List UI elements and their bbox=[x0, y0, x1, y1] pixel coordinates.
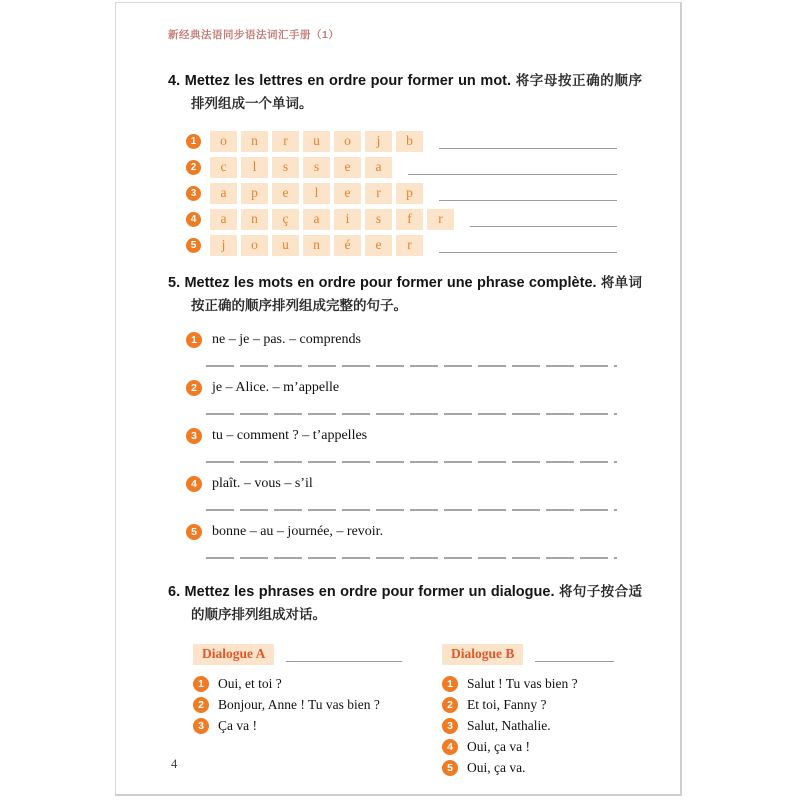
letter-tile: l bbox=[241, 157, 268, 178]
section-5-heading bbox=[168, 272, 642, 319]
letter-tile: j bbox=[365, 131, 392, 152]
letter-tile: r bbox=[365, 183, 392, 204]
letter-tile: f bbox=[396, 209, 423, 230]
dashed-answer-line bbox=[206, 509, 617, 511]
word-order-item bbox=[186, 380, 642, 396]
book-page bbox=[115, 2, 682, 796]
letter-scramble-row bbox=[186, 157, 642, 178]
letter-tile: s bbox=[272, 157, 299, 178]
letter-tile: r bbox=[427, 209, 454, 230]
letter-tile: n bbox=[303, 235, 330, 256]
section-5-title-chinese: 将单词按正确的顺序排列组成完整的句子。 bbox=[191, 274, 642, 314]
item-number-badge: 1 bbox=[186, 332, 202, 348]
item-number-badge: 3 bbox=[186, 428, 202, 444]
letter-tile: u bbox=[303, 131, 330, 152]
page-number: 4 bbox=[171, 757, 178, 771]
dialogue-header bbox=[442, 644, 642, 665]
letter-tile: e bbox=[272, 183, 299, 204]
word-order-item bbox=[186, 332, 642, 348]
dialogue-sentence: Oui, et toi ? bbox=[218, 675, 282, 691]
dialogue-column-a bbox=[193, 644, 430, 781]
dashed-answer-line bbox=[206, 365, 617, 367]
letter-tile: o bbox=[210, 131, 237, 152]
letter-tile: l bbox=[303, 183, 330, 204]
item-number-badge: 5 bbox=[186, 524, 202, 540]
dashed-answer-line bbox=[206, 413, 617, 415]
letter-scramble-row bbox=[186, 183, 642, 204]
dialogue-answer-line bbox=[286, 661, 402, 662]
letter-tile: o bbox=[334, 131, 361, 152]
letter-scramble-list bbox=[186, 131, 642, 256]
section-6-heading bbox=[168, 581, 642, 628]
item-number-badge: 3 bbox=[442, 718, 458, 734]
letter-tile: e bbox=[365, 235, 392, 256]
letter-tile: u bbox=[272, 235, 299, 256]
dialogue-sentence-row bbox=[193, 718, 430, 734]
dialogue-sentence-row bbox=[193, 697, 430, 713]
dialogue-sentence-row bbox=[442, 718, 642, 734]
letter-scramble-row bbox=[186, 209, 642, 230]
letter-tile: b bbox=[396, 131, 423, 152]
running-header: 新经典法语同步语法词汇手册（1） bbox=[168, 29, 340, 41]
letter-tile: a bbox=[303, 209, 330, 230]
word-order-prompt: bonne – au – journée, – revoir. bbox=[212, 523, 384, 539]
dialogue-sentence-row bbox=[442, 676, 642, 692]
dialogue-sentence: Salut ! Tu vas bien ? bbox=[467, 675, 578, 691]
word-order-prompt: plaît. – vous – s’il bbox=[212, 475, 313, 491]
item-number-badge: 5 bbox=[442, 760, 458, 776]
letter-scramble-row bbox=[186, 131, 642, 152]
letter-tile: i bbox=[334, 209, 361, 230]
word-order-item bbox=[186, 476, 642, 492]
letter-tile: r bbox=[396, 235, 423, 256]
dialogues-columns bbox=[193, 644, 642, 781]
letter-tile: j bbox=[210, 235, 237, 256]
word-order-prompt: ne – je – pas. – comprends bbox=[212, 331, 361, 347]
letter-tile: a bbox=[210, 183, 237, 204]
section-letters-exercise bbox=[168, 70, 642, 256]
dashed-answer-line bbox=[206, 461, 617, 463]
item-number-badge: 5 bbox=[186, 238, 201, 253]
dialogue-sentence-row bbox=[442, 697, 642, 713]
section-6-title-chinese: 将句子按合适的顺序排列组成对话。 bbox=[191, 583, 643, 623]
section-4-title-chinese: 将字母按正确的顺序排列组成一个单词。 bbox=[191, 73, 643, 112]
dialogue-answer-line bbox=[535, 661, 614, 662]
word-order-prompt: je – Alice. – m’appelle bbox=[212, 379, 340, 395]
item-number-badge: 1 bbox=[193, 676, 209, 692]
section-5-number: 5. bbox=[168, 274, 181, 291]
section-4-heading bbox=[168, 70, 642, 117]
dialogue-label: Dialogue A bbox=[193, 644, 274, 665]
item-number-badge: 2 bbox=[186, 380, 202, 396]
section-5-title-french: Mettez les mots en ordre pour former une phrase complète. bbox=[184, 274, 597, 291]
dialogue-sentence: Oui, ça va. bbox=[467, 759, 526, 775]
dashed-answer-line bbox=[206, 557, 617, 559]
word-order-item bbox=[186, 428, 642, 444]
answer-line bbox=[439, 252, 617, 253]
section-6-number: 6. bbox=[168, 583, 181, 600]
letter-tile: s bbox=[303, 157, 330, 178]
dialogue-sentence: Ça va ! bbox=[218, 717, 257, 733]
item-number-badge: 4 bbox=[186, 212, 201, 227]
item-number-badge: 4 bbox=[186, 476, 202, 492]
letter-tile: r bbox=[272, 131, 299, 152]
dialogue-sentence-row bbox=[442, 760, 642, 776]
dialogue-sentence: Salut, Nathalie. bbox=[467, 717, 551, 733]
letter-tile: p bbox=[241, 183, 268, 204]
item-number-badge: 2 bbox=[186, 160, 201, 175]
dialogue-sentence-row bbox=[442, 739, 642, 755]
letter-tile: e bbox=[334, 157, 361, 178]
item-number-badge: 4 bbox=[442, 739, 458, 755]
dialogue-sentence: Bonjour, Anne ! Tu vas bien ? bbox=[218, 696, 380, 712]
item-number-badge: 2 bbox=[193, 697, 209, 713]
letter-scramble-row bbox=[186, 235, 642, 256]
answer-line bbox=[470, 226, 617, 227]
word-order-prompt: tu – comment ? – t’appelles bbox=[212, 427, 368, 443]
dialogue-sentence: Et toi, Fanny ? bbox=[467, 696, 547, 712]
item-number-badge: 2 bbox=[442, 697, 458, 713]
page-content bbox=[116, 3, 680, 794]
letter-tile: n bbox=[241, 131, 268, 152]
word-order-list bbox=[186, 332, 642, 559]
section-words-exercise bbox=[168, 272, 642, 559]
section-dialogue-exercise bbox=[168, 581, 642, 781]
answer-line bbox=[408, 174, 617, 175]
item-number-badge: 1 bbox=[442, 676, 458, 692]
letter-tile: c bbox=[210, 157, 237, 178]
letter-tile: a bbox=[365, 157, 392, 178]
letter-tile: s bbox=[365, 209, 392, 230]
dialogue-label: Dialogue B bbox=[442, 644, 523, 665]
answer-line bbox=[439, 200, 617, 201]
letter-tile: p bbox=[396, 183, 423, 204]
section-4-number: 4. bbox=[168, 73, 181, 89]
letter-tile: é bbox=[334, 235, 361, 256]
dialogue-header bbox=[193, 644, 430, 665]
letter-tile: e bbox=[334, 183, 361, 204]
item-number-badge: 1 bbox=[186, 134, 201, 149]
item-number-badge: 3 bbox=[193, 718, 209, 734]
dialogue-column-b bbox=[442, 644, 642, 781]
letter-tile: n bbox=[241, 209, 268, 230]
letter-tile: o bbox=[241, 235, 268, 256]
letter-tile: a bbox=[210, 209, 237, 230]
word-order-item bbox=[186, 524, 642, 540]
item-number-badge: 3 bbox=[186, 186, 201, 201]
dialogue-sentence-row bbox=[193, 676, 430, 692]
letter-tile: ç bbox=[272, 209, 299, 230]
section-6-title-french: Mettez les phrases en ordre pour former un dialogue. bbox=[184, 583, 555, 600]
dialogue-sentence: Oui, ça va ! bbox=[467, 738, 530, 754]
answer-line bbox=[439, 148, 617, 149]
section-4-title-french: Mettez les lettres en ordre pour former un mot. bbox=[184, 73, 512, 89]
